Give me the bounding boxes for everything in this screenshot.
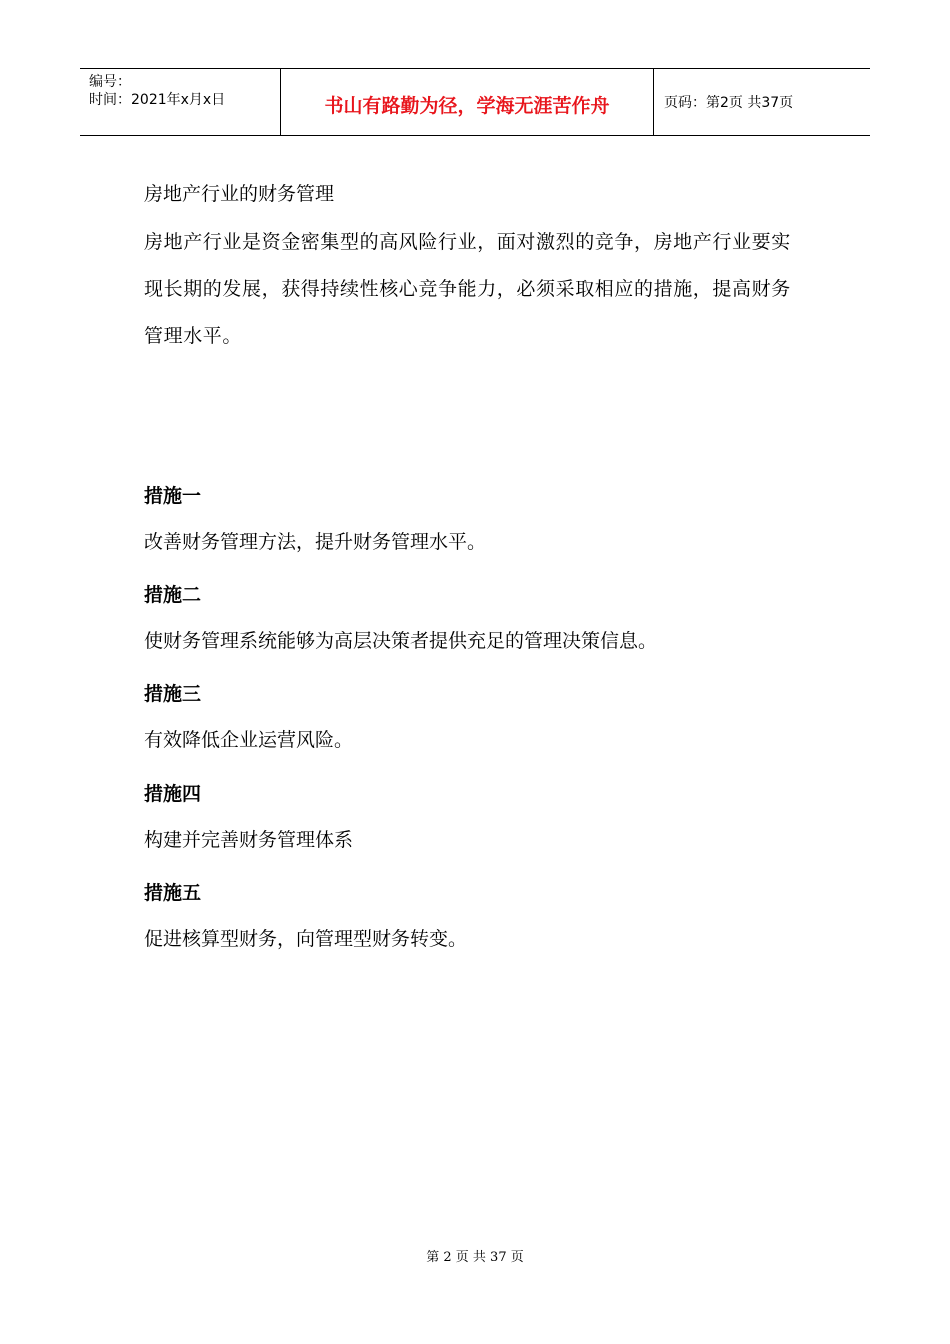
measure-text-3: 有效降低企业运营风险。: [144, 729, 354, 751]
document-time-label: 时间：2021年x月x日: [89, 92, 226, 108]
document-number-label: 编号：: [89, 74, 131, 90]
measure-heading-3: 措施三: [144, 683, 202, 705]
measure-heading-5: 措施五: [144, 882, 202, 904]
header-page-label: 页码：第2页 共37页: [664, 95, 794, 111]
measure-text-1: 改善财务管理方法，提升财务管理水平。: [144, 531, 487, 553]
page-header: [80, 68, 870, 136]
header-info-cell: [80, 69, 281, 135]
measure-heading-2: 措施二: [144, 584, 202, 606]
measure-text-4: 构建并完善财务管理体系: [144, 829, 354, 851]
header-motto: 书山有路勤为径，学海无涯苦作舟: [324, 95, 610, 117]
header-motto-cell: [281, 69, 654, 135]
document-title: 房地产行业的财务管理: [144, 183, 335, 205]
measure-text-5: 促进核算型财务，向管理型财务转变。: [144, 928, 468, 950]
intro-paragraph: 房地产行业是资金密集型的高风险行业，面对激烈的竞争，房地产行业要实现长期的发展，获得持续性核心竞争能力，必须采取相应的措施，提高财务管理水平。: [144, 231, 791, 347]
header-page-cell: [654, 69, 870, 135]
measure-heading-1: 措施一: [144, 485, 202, 507]
measure-heading-4: 措施四: [144, 783, 202, 805]
page-footer: 第 2 页 共 37 页: [426, 1250, 524, 1265]
measure-text-2: 使财务管理系统能够为高层决策者提供充足的管理决策信息。: [144, 630, 658, 652]
